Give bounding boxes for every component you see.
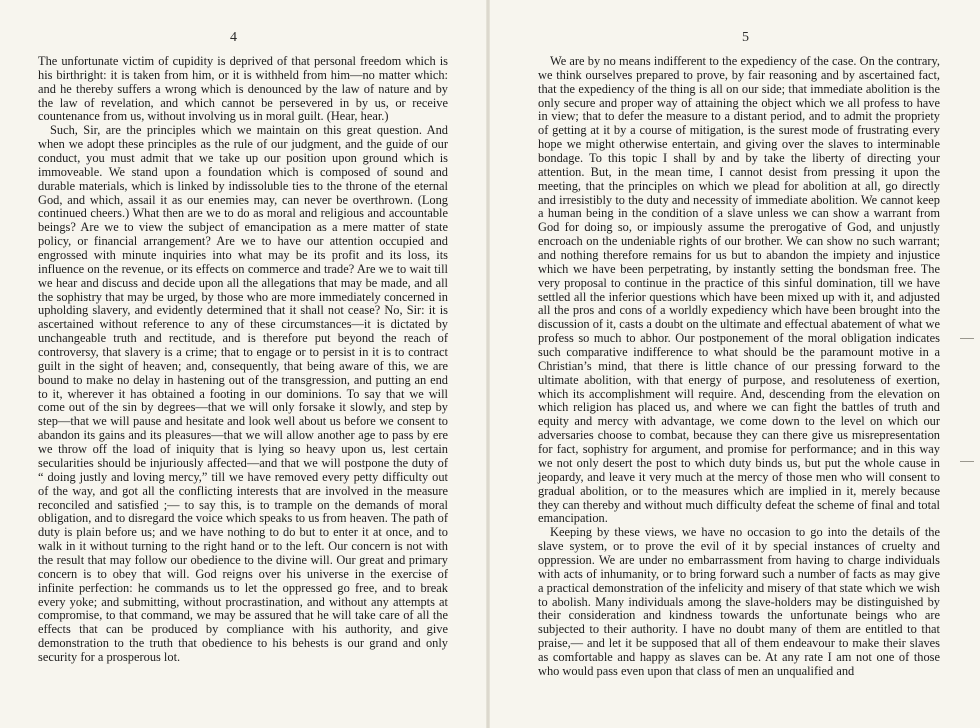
body-text — [538, 55, 940, 679]
paragraph: The unfortunate victim of cupidity is deprived of that personal freedom which is his birthright: it is taken from him, or it is withheld from him—no matter which: and he thereby suffers a wrong which is denounced by the law of nature and by the law of revelation, and which cannot be persevered in by us, or receive countenance from us, without involving us in moral guilt. (Hear, hear.) — [38, 54, 448, 124]
page-number: 5 — [742, 30, 749, 45]
margin-mark — [960, 461, 974, 462]
paragraph: Such, Sir, are the principles which we maintain on this great question. And when we adopt these principles as the rule of our judgment, and the guide of our conduct, you must admit that we take up our position upon ground which is immoveable. We stand upon a foundation which is composed of sound and durable materials, which is linked by indissoluble ties to the throne of the eternal God, and which, assail it as our enemies may, can never be overthrown. (Long continued cheers.) What then are we to do as moral and religious and accountable beings? Are we to view the subject of emancipation as a mere matter of state policy, or financial arrangement? Are we to have our attention occupied and engrossed with minute inquiries into what may be its profit and its loss, its influence on the revenue, or its effects on commerce and trade? Are we to wait till we hear and discuss and decide upon all the allegations that may be made, and all the sophistry that may be urged, by those who are more immediately concerned in upholding slavery, and evidently determined that it shall not cease? No, Sir: it is ascertained without reference to any of these circumstances—it is dictated by unchangeable truth and rectitude, and is therefore put beyond the reach of controversy, that slavery is a crime; that to engage or to persist in it is to contract guilt in the sight of heaven; and, consequently, that being aware of this, we are bound to make no delay in hastening out of the transgression, and putting an end to it, wherever it has obtained a footing in our dominions. To say that we will come out of the sin by degrees—that we will only forsake it slowly, and step by step—that we will pause and hesitate and look well about us before we consent to abandon its gains and its pleasures—that we will allow another age to pass by ere we throw off the load of iniquity that is lying so heavy upon us, lest certain secularities should be injuriously affected—and that we will postpone the duty of “ doing justly and loving mercy,” till we have removed every petty difficulty out of the way, and got all the conflicting interests that are involved in the measure reconciled and satisfied ;— to say this, is to trample on the demands of moral obligation, and to disregard the voice which speaks to us from heaven. The path of duty is plain before us; and we have nothing to do but to enter it at once, and to walk in it without turning to the right hand or to the left. Our concern is not with the result that may follow our obedience to the divine will. Our great and primary concern is to obey that will. God reigns over his universe in the exercise of infinite perfection: he commands us to let the oppressed go free, and to break every yoke; and submitting, without procrastination, and without any attempts at compromise, to that command, we may be assured that he will take care of all the effects that can be produced by compliance with his authority, and give demonstration to the truth that obedience to his behests is our grand and only security for a prosperous lot. — [38, 123, 448, 664]
right-page — [490, 0, 980, 728]
paragraph: Keeping by these views, we have no occasion to go into the details of the slave system, or to prove the evil of it by special instances of cruelty and oppression. We are under no embarrassment from having to charge individuals with acts of inhumanity, or to bring forward such a number of facts as may give a practical demonstration of the infelicity and misery of that state which we wish to abolish. Many individuals among the slave-holders may be distinguished by their consideration and kindness towards the unfortunate beings who are subjected to their authority. I have no doubt many of them are entitled to that praise,— and let it be supposed that all of them endeavour to make their slaves as comfortable and happy as slaves can be. At any rate I am not one of those who would pass even upon that class of men an unqualified and — [538, 525, 940, 678]
left-page — [0, 0, 488, 728]
page-number: 4 — [230, 30, 237, 45]
body-text — [38, 55, 448, 665]
paragraph: We are by no means indifferent to the expediency of the case. On the contrary, we think ourselves prepared to prove, by fair reasoning and by ascertained fact, that the expediency of the thing is all on our side; that immediate abolition is the only secure and proper way of attaining the object which we all profess to have in view; that to defer the measure to a distant period, and to admit the propriety of getting at it by a course of mitigation, is the surest mode of frustrating every hope we might otherwise entertain, and giving over the slaves to interminable bondage. To this topic I shall by and by take the liberty of directing your attention. But, in the mean time, I cannot desist from pressing it upon the meeting, that the principles on which we plead for abolition at all, go directly and irresistibly to the duty and necessity of immediate abolition. We cannot keep a human being in the condition of a slave unless we can show a warrant from God for doing so, or impiously assume the prerogative of God, and unjustly encroach on the undeniable rights of our brother. We can show no such warrant; and nothing therefore remains for us but to abandon the impiety and injustice which we have been perpetrating, by instantly setting the bondsman free. The very proposal to continue in the practice of this sinful domination, till we have settled all the inferior questions which have been mixed up with it, and adjusted all the pros and cons of a worldly expediency which have been brought into the discussion of it, casts a doubt on the ultimate and effectual abatement of what we profess so much to abhor. Our postponement of the moral obligation indicates such comparative indifference to what should be the paramount motive in a Christian’s mind, that there is little chance of our pressing forward to the ultimate abolition, with that energy of purpose, and resoluteness of exertion, which its accomplishment will require. And, descending from the elevation on which religion has placed us, and where we can fight the battles of truth and equity and mercy with advantage, we come down to the level on which our adversaries choose to combat, because they can there give us misrepresentation for fact, sophistry for argument, and promise for performance; and in this way we not only desert the post to which duty binds us, but put the whole cause in jeopardy, and leave it very much at the mercy of those men who will consent to gradual abolition, or to the measures which are implied in it, merely because they can thereby and without much difficulty defeat the scheme of final and total emancipation. — [538, 54, 941, 526]
margin-mark — [960, 338, 974, 339]
